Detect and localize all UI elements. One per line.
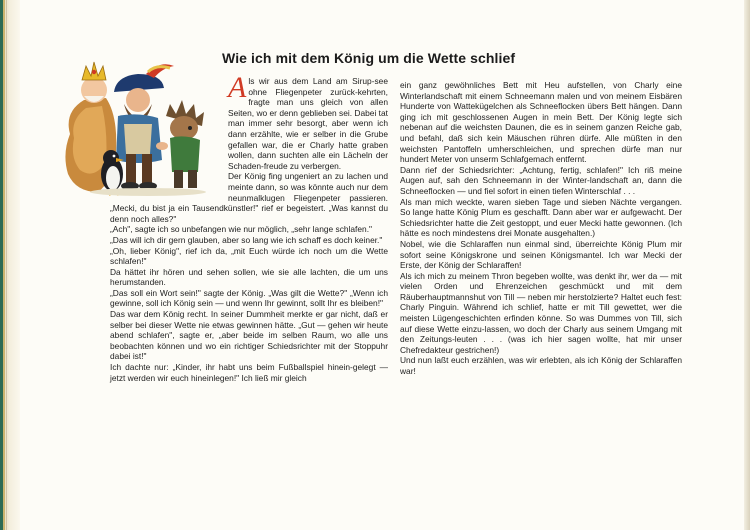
paragraph: Als ich mich zu meinem Thron begeben wollte, was denkt ihr, wer da — mit vielen Orden und Ehrenzeichen geschmückt und mit dem Räuberhauptmannshut von Till — neben mir herstolzierte? Haltet euch fest: Charly Pinguin. Während ich schlief, hatte er mit Till gewettet, wer die meisten Lügengeschichten erfinden könne. So was Dummes von Till, sich auf diese Wette einzu-lassen, wo doch der Charly aus seinem Umgang mit den Zeitungs-leuten . . . (was ich hier sagen wollte, hat mir unser Chefredakteur gestrichen!): [400, 270, 682, 355]
page-edge: [744, 0, 750, 530]
paragraph: Der König fing ungeniert an zu lachen und meinte dann, so was könnte auch nur dem neunmalklugen Fliegenpeter passieren. „Mecki, du bist ja ein Tausendkünstler!" rief er begeistert. „Was kannst du denn noch alles?": [110, 171, 388, 224]
illustration-wrap-spacer: [110, 76, 228, 203]
paragraph: Dann rief der Schiedsrichter: „Achtung, fertig, schlafen!" Ich riß meine Augen auf, sah den Schneemann in der Winter-landschaft an, dann die Schneeflocken — und fiel sofort in einen tiefen Winterschlaf . . .: [400, 164, 682, 196]
page-title: Wie ich mit dem König um die Wette schlief: [222, 50, 516, 66]
paragraph: Und nun laßt euch erzählen, was wir erlebten, als ich König der Schlaraffen war!: [400, 355, 682, 377]
paragraph-text: ls wir aus dem Land am Sirup-see ohne Fliegenpeter zurück-kehrten, fragte man uns gleich von allen Seiten, wo er denn geblieben sei. Dabei tat man immer sehr besorgt, aber wenn ich dann erzählte, wie er selber in die Grube gefallen war, die er Charly hatte graben wollen, dann suchten alle ein Lächeln der Schaden-freude zu verbergen.: [228, 76, 388, 171]
paragraph: Das war dem König recht. In seiner Dummheit merkte er gar nicht, daß er selber bei dieser Wette nie etwas gewinnen hätte. „Gut — gehen wir heute abend schlafen", sagte er, „aber beide im selben Raum, wo alle uns beobachten können und wo ein richtiger Schiedsrichter mit der Stoppuhr dabei ist!": [110, 309, 388, 362]
drop-cap: A: [228, 71, 247, 104]
paragraph: „Oh, lieber König", rief ich da, „mit Euch würde ich noch um die Wette schlafen!": [110, 245, 388, 267]
paragraph: Ich dachte nur: „Kinder, ihr habt uns beim Fußballspiel hinein-gelegt — jetzt werden wir euch hineinlegen!" Ich ließ mir gleich: [110, 362, 388, 383]
text-column-left: [110, 71, 388, 383]
paragraph: Da hättet ihr hören und sehen sollen, wie sie alle lachten, die um uns herumstanden.: [110, 266, 388, 288]
paragraph: „Das soll ein Wort sein!" sagte der König. „Was gilt die Wette?" „Wenn ich gewinne, soll ich König sein — und wenn Ihr gewinnt, sollt Ihr es bleiben!": [110, 287, 388, 309]
book-page-stack: [0, 0, 20, 530]
paragraph: „Das will ich dir gern glauben, aber so lang wie ich schaff es doch keiner.": [110, 234, 383, 245]
paragraph: ein ganz gewöhnliches Bett mit Heu aufstellen, von Charly eine Winterlandschaft mit einem Schneemann malen und von meinem Eisbären Hunderte von Wattekügelchen als Schneeflocken übers Bett hängen. Dann ging ich mit geschlossenen Augen in mein Bett. Der König legte sich nebenan auf die weichsten Daunen, die es in seinem ganzen Reiche gab, und befahl, daß sich kein Mäuschen rühren dürfe. Alle müßten in den weichsten Pantoffeln umherschleichen, und sprechen dürfe man nur hundert Meter von unserm Schlafgemach entfernt.: [400, 80, 682, 165]
text-column-right: [400, 80, 682, 377]
paragraph: Nobel, wie die Schlaraffen nun einmal sind, überreichte König Plum mir sofort seine Königskrone und seinen Königsmantel. Ich war Mecki der Erste, der König der Schlaraffen!: [400, 238, 682, 271]
paragraph: „Ach", sagte ich so unbefangen wie nur möglich, „sehr lange schlafen.": [110, 224, 372, 235]
paragraph: Als man mich weckte, waren sieben Tage und sieben Nächte vergangen. So lange hatte König Plum es geschafft. Dann aber war er aufgewacht. Der Schiedsrichter hatte die Zeit gestoppt, und euer Mecki hatte gewonnen. (Ich hätte es noch mindestens drei Monate ausgehalten.): [400, 196, 682, 239]
